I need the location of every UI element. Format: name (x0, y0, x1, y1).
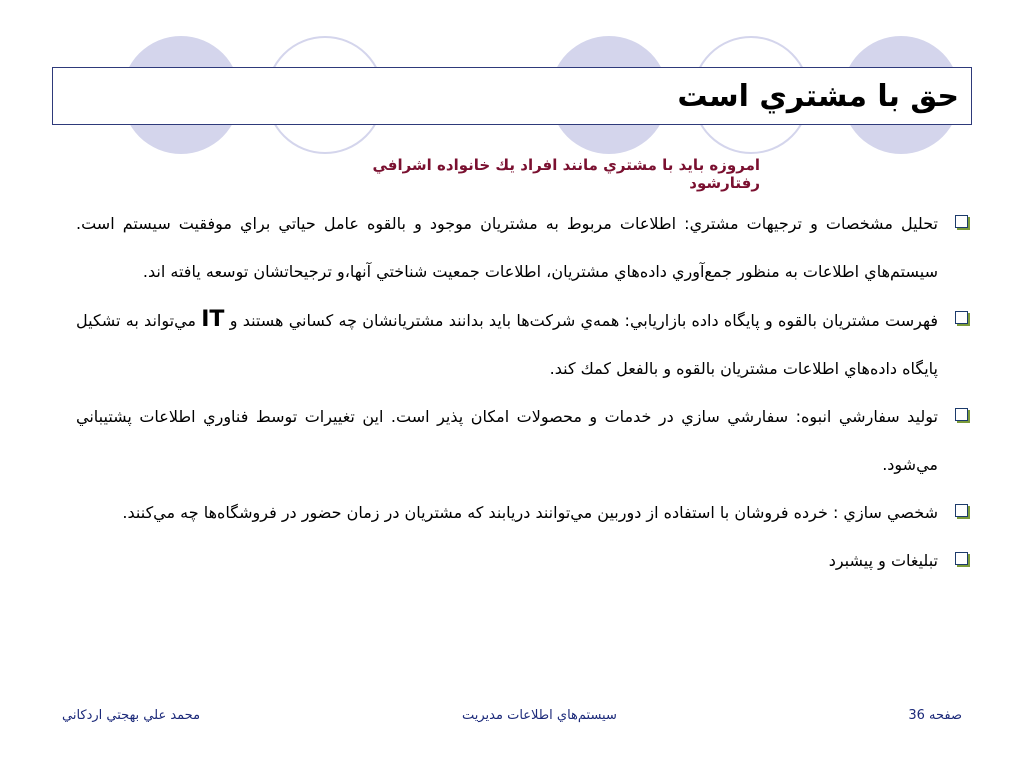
bullet-text: تبليغات و پيشبرد (828, 551, 938, 570)
bullet-item (76, 537, 976, 585)
bullet-item (76, 393, 976, 489)
slide-title: حق با مشتري است (677, 78, 959, 114)
bullet-text: توليد سفارشي انبوه: سفارشي سازي در خدمات و محصولات امكان پذير است. اين تغييرات توسط فناوري اطلاعات پشتيباني مي‌شود. (76, 407, 938, 474)
checkbox-bullet-icon (955, 311, 968, 324)
footer-author: محمد علي بهجتي اردكاني (62, 708, 201, 723)
checkbox-bullet-icon (955, 504, 968, 517)
bullet-text: شخصي سازي : خرده فروشان با استفاده از دوربين مي‌توانند دريابند كه مشتريان در زمان حضور در فروشگاه‌ها چه مي‌كنند. (122, 503, 938, 522)
bullet-item (76, 296, 976, 393)
footer-course-title: سيستم‌هاي اطلاعات مديريت (462, 708, 617, 723)
bullet-item (76, 489, 976, 537)
bullet-item (76, 200, 976, 296)
bullet-list (76, 200, 976, 585)
bullet-text: مي‌تواند به تشكيل پايگاه داده‌هاي اطلاعات مشتريان بالقوه و بالفعل كمك كند. (76, 311, 938, 378)
checkbox-bullet-icon (955, 215, 968, 228)
title-box (52, 67, 972, 125)
slide-subtitle: امروزه بايد با مشتري مانند افراد يك خانواده اشرافي رفتارشود (372, 156, 760, 192)
footer-page-number: صفحه 36 (908, 708, 962, 723)
checkbox-bullet-icon (955, 552, 968, 565)
bullet-text: فهرست مشتريان بالقوه و پايگاه داده بازاريابي: همه‌ي شركت‌ها بايد بدانند مشتريانشان چه كساني هستند و (229, 311, 938, 330)
checkbox-bullet-icon (955, 408, 968, 421)
bullet-text: تحليل مشخصات و ترجيهات مشتري: اطلاعات مربوط به مشتريان موجود و بالقوه عامل حياتي براي موفقيت سيستم است. سيستم‌هاي اطلاعات به منظور جمع‌آوري داده‌هاي مشتريان، اطلاعات جمعيت شناختي آنها،و ترجيحاتشان توسعه يافته اند. (76, 214, 938, 281)
bullet-it-term: IT (201, 307, 225, 332)
